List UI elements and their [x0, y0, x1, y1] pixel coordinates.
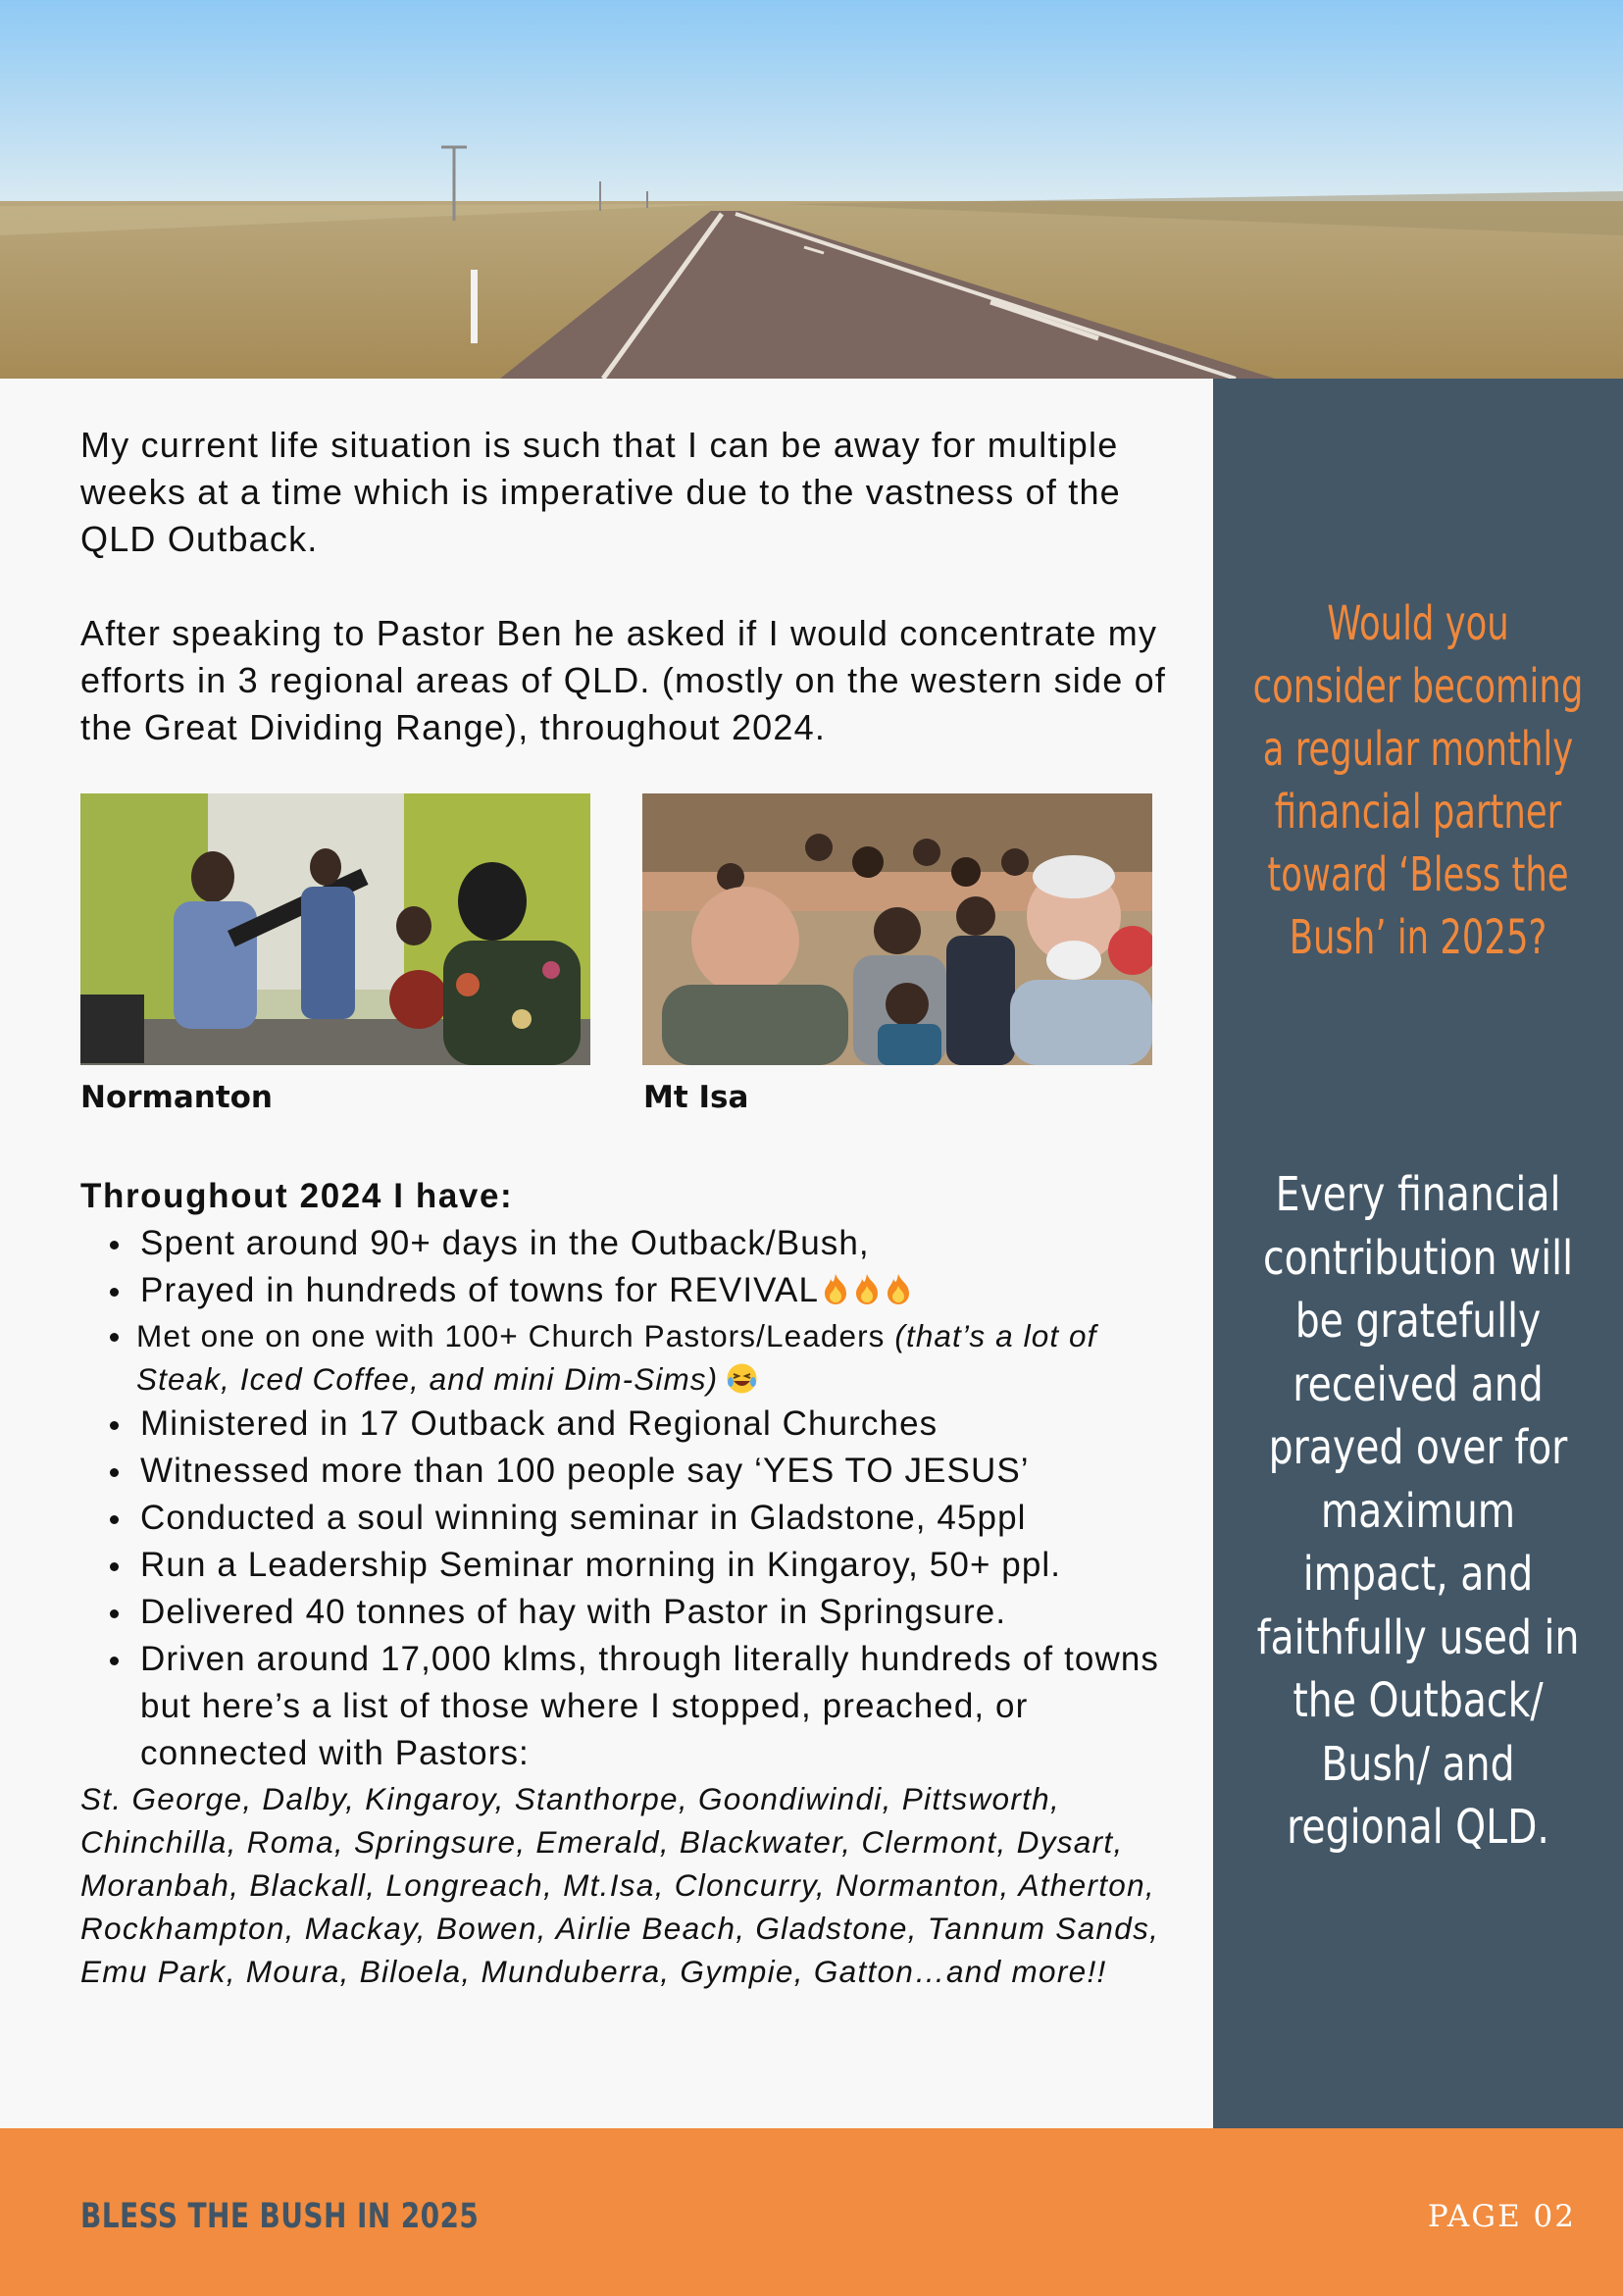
achievements-section	[80, 1173, 1169, 1993]
list-item-text: Run a Leadership Seminar morning in Kingaroy, 50+ ppl.	[140, 1546, 1062, 1584]
list-item	[80, 1267, 1169, 1314]
list-item	[80, 1636, 1169, 1777]
normanton-band-photo	[80, 793, 590, 1065]
intro-paragraph-2: After speaking to Pastor Ben he asked if I would concentrate my efforts in 3 regional areas of QLD. (mostly on the western side of the Great Dividing Range), throughout 2024.	[80, 613, 1167, 747]
list-item	[80, 1542, 1169, 1589]
intro-paragraph-1: My current life situation is such that I can be away for multiple weeks at a time which is imperative due to the vastness of the QLD Outback.	[80, 425, 1121, 559]
list-item-text: Spent around 90+ days in the Outback/Bush,	[140, 1224, 870, 1262]
page-number: PAGE 02	[1427, 2199, 1576, 2234]
caption-normanton: Normanton	[80, 1080, 274, 1115]
achievements-list	[80, 1220, 1169, 1777]
hero-road-image	[0, 0, 1623, 379]
fire-icon	[821, 1272, 850, 1305]
list-item	[80, 1220, 1169, 1267]
list-item-text: Conducted a soul winning seminar in Gladstone, 45ppl	[140, 1499, 1027, 1537]
list-item	[80, 1314, 1169, 1401]
fire-icon	[852, 1272, 882, 1305]
list-item	[80, 1401, 1169, 1448]
list-item	[80, 1448, 1169, 1495]
list-item-text: Met one on one with 100+ Church Pastors/Leaders	[136, 1318, 895, 1353]
list-item-text: Driven around 17,000 klms, through literally hundreds of towns but here’s a list of those where I stopped, preached, or connected with Pastors:	[140, 1640, 1160, 1772]
achievements-heading: Throughout 2024 I have:	[80, 1177, 514, 1215]
list-item	[80, 1589, 1169, 1636]
caption-mt-isa: Mt Isa	[643, 1080, 749, 1115]
photo-row	[80, 793, 1152, 1123]
contribution-statement: Every financial contribution will be gratefully received and prayed over for maximum impact, and faithfully used in the Outback/ Bush/ and regional QLD.	[1256, 1167, 1580, 1855]
fire-icon	[884, 1272, 913, 1305]
laughing-emoji-icon	[726, 1362, 758, 1395]
partner-question: Would you consider becoming a regular monthly financial partner toward ‘Bless the Bush’ in 2025?	[1252, 596, 1584, 965]
list-item-text: Delivered 40 tonnes of hay with Pastor in Springsure.	[140, 1593, 1007, 1631]
footer-brand: BLESS THE BUSH IN 2025	[80, 2197, 480, 2236]
list-item-italic-note: (that’s a lot of Steak, Iced Coffee, and mini Dim-Sims)	[136, 1318, 1097, 1397]
list-item	[80, 1495, 1169, 1542]
sidebar-panel	[1213, 379, 1623, 2128]
towns-list: St. George, Dalby, Kingaroy, Stanthorpe, Goondiwindi, Pittsworth, Chinchilla, Roma, Springsure, Emerald, Blackwater, Clermont, Dysart, Moranbah, Blackall, Longreach, Mt.Isa, Cloncurry, Normanton, Atherton, Rockhampton, Mackay, Bowen, Airlie Beach, Gladstone, Tannum Sands, Emu Park, Moura, Biloela, Munduberra, Gympie, Gatton…and more!!	[80, 1781, 1160, 1989]
footer	[0, 2128, 1623, 2296]
intro-section	[80, 422, 1169, 751]
list-item-text: Ministered in 17 Outback and Regional Churches	[140, 1404, 938, 1443]
mt-isa-group-photo	[642, 793, 1152, 1065]
list-item-text: Witnessed more than 100 people say ‘YES TO JESUS’	[140, 1452, 1030, 1490]
list-item-text: Prayed in hundreds of towns for REVIVAL	[140, 1271, 820, 1309]
